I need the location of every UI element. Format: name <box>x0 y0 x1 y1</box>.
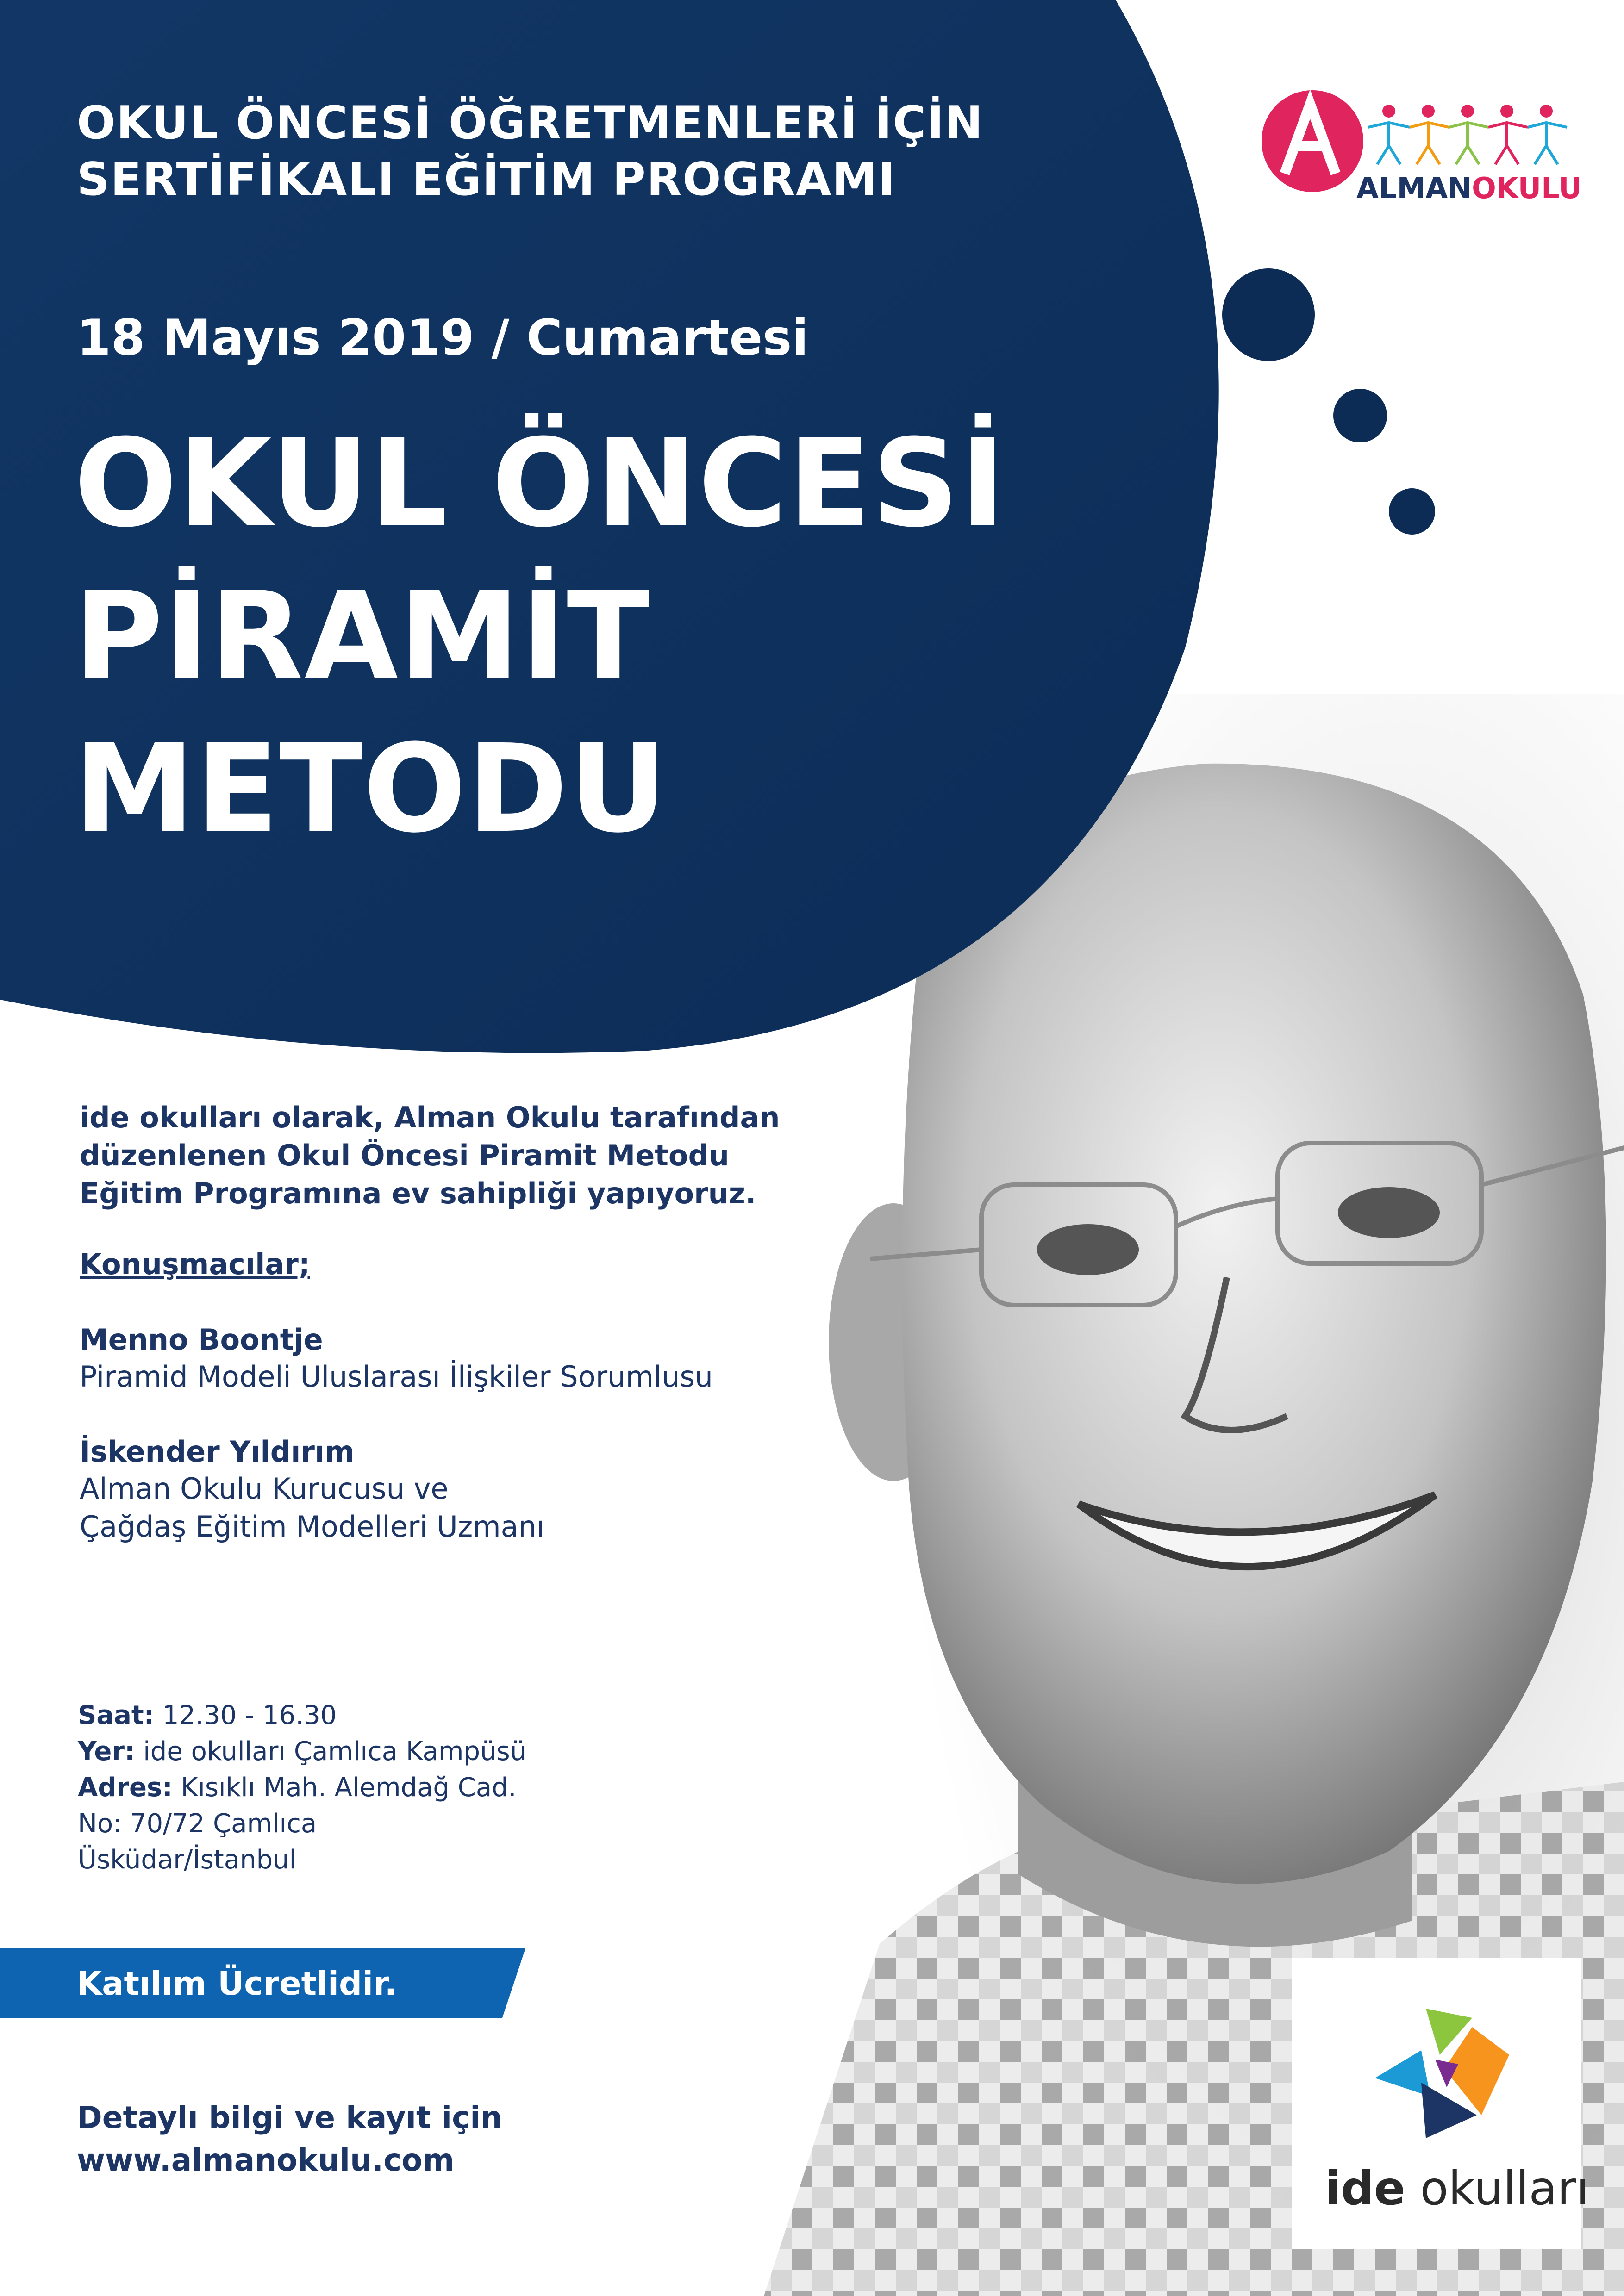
info-address-line-1: Kısıklı Mah. Alemdağ Cad. <box>181 1773 517 1803</box>
ide-okullari-logo-icon <box>1366 1999 1514 2147</box>
info-address-line-2: No: 70/72 Çamlıca <box>78 1809 317 1839</box>
speakers-label: Konuşmacılar; <box>80 1247 310 1281</box>
speaker-1-name: Menno Boontje <box>80 1323 323 1356</box>
speaker-2-name: İskender Yıldırım <box>80 1435 355 1468</box>
title-line-1: OKUL ÖNCESİ <box>74 413 1006 554</box>
info-address-line-3: Üsküdar/İstanbul <box>78 1845 297 1875</box>
title-line-2: PİRAMİT <box>74 566 650 707</box>
info-time-label: Saat: <box>78 1700 155 1730</box>
intro-line-1: ide okulları olarak, Alman Okulu tarafından <box>80 1101 780 1134</box>
alman-wordmark-part2: OKULU <box>1472 171 1582 205</box>
speaker-2-role-line-2: Çağdaş Eğitim Modelleri Uzmanı <box>80 1510 545 1543</box>
info-time <box>78 1698 337 1734</box>
speaker-2-role-line-1: Alman Okulu Kurucusu ve <box>80 1472 449 1506</box>
info-place-value: ide okulları Çamlıca Kampüsü <box>143 1736 527 1767</box>
intro-paragraph <box>80 1099 820 1213</box>
ide-okullari-wordmark <box>1325 2161 1589 2215</box>
intro-line-3: Eğitim Programına ev sahipliği yapıyoruz. <box>80 1176 756 1210</box>
fee-ribbon-text: Katılım Ücretlidir. <box>77 1965 397 2003</box>
subtitle-line-1: OKUL ÖNCESİ ÖĞRETMENLERİ İÇİN <box>77 97 984 149</box>
intro-line-2: düzenlenen Okul Öncesi Piramit Metodu <box>80 1139 729 1172</box>
info-place <box>78 1734 526 1770</box>
info-address-label: Adres: <box>78 1773 173 1803</box>
speaker-1-role: Piramid Modeli Uluslarası İlişkiler Sorumlusu <box>80 1360 713 1394</box>
event-date: 18 Mayıs 2019 / Cumartesi <box>77 309 809 366</box>
subtitle-line-2: SERTİFİKALI EĞİTİM PROGRAMI <box>77 153 896 206</box>
info-time-value: 12.30 - 16.30 <box>162 1700 337 1730</box>
alman-wordmark-part1: ALMAN <box>1356 171 1472 205</box>
ide-wordmark-part2: okulları <box>1405 2161 1589 2215</box>
detail-website-link[interactable]: www.almanokulu.com <box>77 2142 455 2178</box>
ide-wordmark-part1: ide <box>1325 2161 1405 2215</box>
title-line-3: METODU <box>74 718 668 859</box>
alman-okulu-wordmark <box>1356 171 1582 205</box>
detail-line-1: Detaylı bilgi ve kayıt için <box>77 2100 502 2135</box>
info-place-label: Yer: <box>78 1736 135 1767</box>
info-address <box>78 1770 517 1806</box>
